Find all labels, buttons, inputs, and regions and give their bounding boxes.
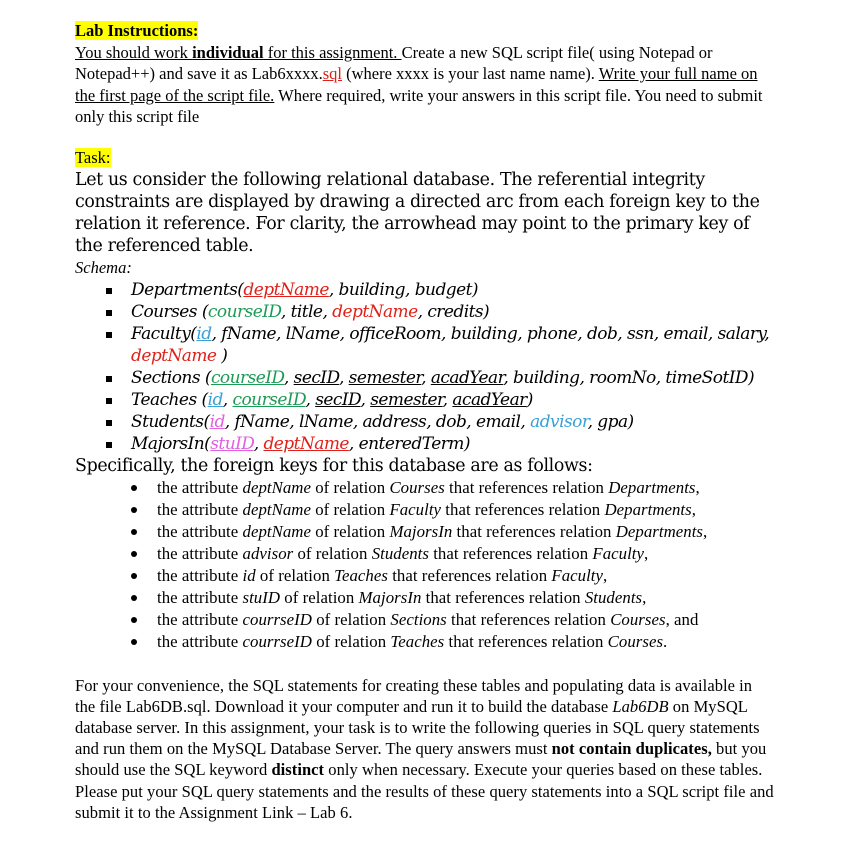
attributes: , gpa) [587, 411, 634, 432]
text: the attribute [157, 521, 243, 541]
referenced-relation: Departments [615, 521, 703, 541]
foreign-key-item [157, 543, 775, 565]
attribute-name: deptName [242, 521, 311, 541]
separator: , [338, 367, 349, 388]
text: of relation [280, 587, 359, 607]
relation-name: Faculty [389, 499, 442, 519]
key-attribute: stuID [210, 433, 254, 454]
foreign-key-item [157, 477, 775, 499]
schema-teaches [131, 389, 775, 411]
foreign-key: advisor [530, 411, 588, 432]
relation-name: Teaches [334, 565, 388, 585]
foreign-key-item [157, 631, 775, 653]
foreign-key-item [157, 587, 775, 609]
text: that references relation [428, 543, 593, 563]
text: that references relation [446, 609, 611, 629]
text: , [642, 587, 647, 607]
database-name: Lab6DB [612, 696, 669, 716]
foreign-key: deptName [332, 301, 418, 322]
lab-instructions-heading: Lab Instructions: [75, 21, 199, 40]
relation-name: Courses ( [131, 301, 208, 322]
separator: , [305, 389, 316, 410]
text: that references relation [441, 499, 605, 519]
relation-name: Courses [389, 477, 445, 497]
sql-extension: sql [322, 64, 342, 83]
foreign-key-item [157, 521, 775, 543]
text: the attribute [157, 587, 243, 607]
attribute-name: deptName [242, 477, 311, 497]
relation-name: Students [371, 543, 429, 563]
text: that references relation [444, 477, 609, 497]
key-attribute: secID [315, 389, 361, 410]
instruction-full-name: Write your full name on the first page of the script file. [75, 64, 758, 105]
text: that references relation [452, 521, 616, 541]
foreign-keys-list [75, 477, 775, 653]
key-attribute: semester [370, 389, 443, 410]
relation-name: Departments( [131, 279, 244, 300]
task-heading: Task: [75, 147, 111, 167]
convenience-paragraph [75, 675, 775, 823]
schema-majorsin [131, 433, 775, 455]
attribute-name: advisor [242, 543, 294, 563]
text: , [703, 521, 708, 541]
schema-sections [131, 367, 775, 389]
instruction-individual [75, 43, 402, 62]
attribute-name: courrseID [242, 631, 312, 651]
relation-name: Sections ( [131, 367, 211, 388]
primary-key: courseID [207, 301, 281, 322]
instruction-create-script: Create a new SQL script file( using Notepad or Notepad++) and save it as Lab6xxxx. [75, 42, 713, 83]
relation-name: MajorsIn [389, 521, 453, 541]
foreign-key-item [157, 499, 775, 521]
schema-list [75, 279, 775, 455]
text: , [691, 499, 696, 519]
key-attribute: deptName [263, 433, 349, 454]
referenced-relation: Departments [604, 499, 692, 519]
attribute-name: stuID [242, 587, 281, 607]
schema-faculty [131, 323, 775, 367]
attribute-name: deptName [242, 499, 311, 519]
paragraph-text: on MySQL database server. In this assignment, your task is to write the following queries in SQL query statements and run them on the MySQL Database Server. The query answers must [75, 696, 760, 759]
attributes: ) [526, 389, 533, 410]
foreign-key-item [157, 609, 775, 631]
paragraph-text: but you should use the SQL keyword [75, 739, 767, 780]
referenced-relation: Courses [610, 609, 666, 629]
instruction-text: You should work [75, 42, 193, 62]
text: the attribute [157, 477, 243, 497]
paragraph-text: only when necessary. Execute your queries based on these tables. Please put your SQL query statements and the results of these query statements into a SQL script file and submit it to the Assignment Link – Lab 6. [75, 760, 774, 822]
instruction-submit: Where required, write your answers in this script file. You need to submit only this script file [75, 85, 763, 126]
separator: , [222, 389, 233, 410]
referenced-relation: Faculty [592, 543, 645, 563]
text: of relation [293, 543, 372, 563]
text: of relation [310, 477, 390, 497]
attributes: , title, [280, 301, 333, 322]
text: , [603, 565, 608, 585]
key-attribute: acadYear [452, 389, 527, 410]
relation-name: Teaches ( [131, 389, 208, 410]
relation-name: Sections [390, 609, 447, 629]
attributes: , building, budget) [328, 279, 478, 300]
text: of relation [310, 521, 390, 541]
attributes: , building, roomNo, timeSotID) [503, 367, 755, 388]
emphasis-no-duplicates: not contain duplicates, [551, 739, 712, 759]
schema-courses [131, 301, 775, 323]
lab-instructions-block [75, 20, 775, 128]
attribute-name: id [242, 565, 256, 585]
text: , [644, 543, 649, 563]
text: the attribute [157, 609, 243, 629]
keyword-distinct: distinct [271, 760, 325, 780]
separator: , [421, 367, 431, 388]
primary-key: deptName [243, 279, 329, 300]
key-attribute: courseID [232, 389, 306, 410]
text: that references relation [421, 587, 585, 607]
text: the attribute [157, 565, 243, 585]
referenced-relation: Faculty [551, 565, 603, 585]
schema-label: Schema: [75, 257, 132, 277]
instruction-text: for this assignment. [263, 42, 402, 62]
foreign-keys-intro: Specifically, the foreign keys for this database are as follows: [75, 455, 593, 476]
referenced-relation: Departments [608, 477, 696, 497]
relation-name: MajorsIn [358, 587, 422, 607]
separator: , [360, 389, 371, 410]
relation-name: Teaches [390, 631, 445, 651]
attributes: , fName, lName, address, dob, email, [224, 411, 531, 432]
attributes: , credits) [417, 301, 490, 322]
document-page [75, 20, 775, 823]
separator: , [442, 389, 453, 410]
instruction-bold: individual [192, 42, 264, 62]
primary-key: id [209, 411, 225, 432]
text: , and [665, 609, 699, 629]
attributes: , fName, lName, officeRoom, building, phone, dob, ssn, email, salary, [211, 323, 770, 344]
referenced-relation: Students [584, 587, 643, 607]
primary-key: id [196, 323, 212, 344]
task-block [75, 147, 775, 257]
attribute-name: courrseID [242, 609, 312, 629]
foreign-key-item [157, 565, 775, 587]
attributes: , enteredTerm) [348, 433, 470, 454]
key-attribute: secID [293, 367, 339, 388]
text: that references relation [387, 565, 552, 585]
key-attribute: courseID [210, 367, 284, 388]
schema-departments [131, 279, 775, 301]
text: the attribute [157, 631, 243, 651]
separator: , [253, 433, 264, 454]
text: of relation [310, 499, 390, 519]
text: , [695, 477, 700, 497]
text: that references relation [444, 631, 608, 651]
schema-students [131, 411, 775, 433]
separator: , [283, 367, 294, 388]
key-attribute: id [207, 389, 223, 410]
text: of relation [311, 609, 391, 629]
instruction-last-name: (where xxxx is your last name name). [341, 64, 599, 83]
relation-name: MajorsIn( [131, 433, 211, 454]
task-paragraph: Let us consider the following relational database. The referential integrity constraints are displayed by drawing a directed arc from each foreign key to the relation it reference. For clarity, the arrowhead may point to the primary key of the referenced table. [75, 169, 760, 256]
text: of relation [311, 631, 391, 651]
relation-name: Students( [131, 411, 210, 432]
text: . [663, 631, 668, 651]
foreign-key: deptName [131, 345, 217, 366]
text: the attribute [157, 543, 243, 563]
text: of relation [255, 565, 335, 585]
text: the attribute [157, 499, 243, 519]
paragraph-text: For your convenience, the SQL statements for creating these tables and populating data is available in the file Lab6DB.sql. Download it your computer and run it to build the database [75, 675, 753, 716]
attributes: ) [216, 345, 228, 366]
relation-name: Faculty( [131, 323, 197, 344]
key-attribute: semester [348, 367, 422, 388]
referenced-relation: Courses [607, 631, 664, 651]
key-attribute: acadYear [430, 367, 504, 388]
